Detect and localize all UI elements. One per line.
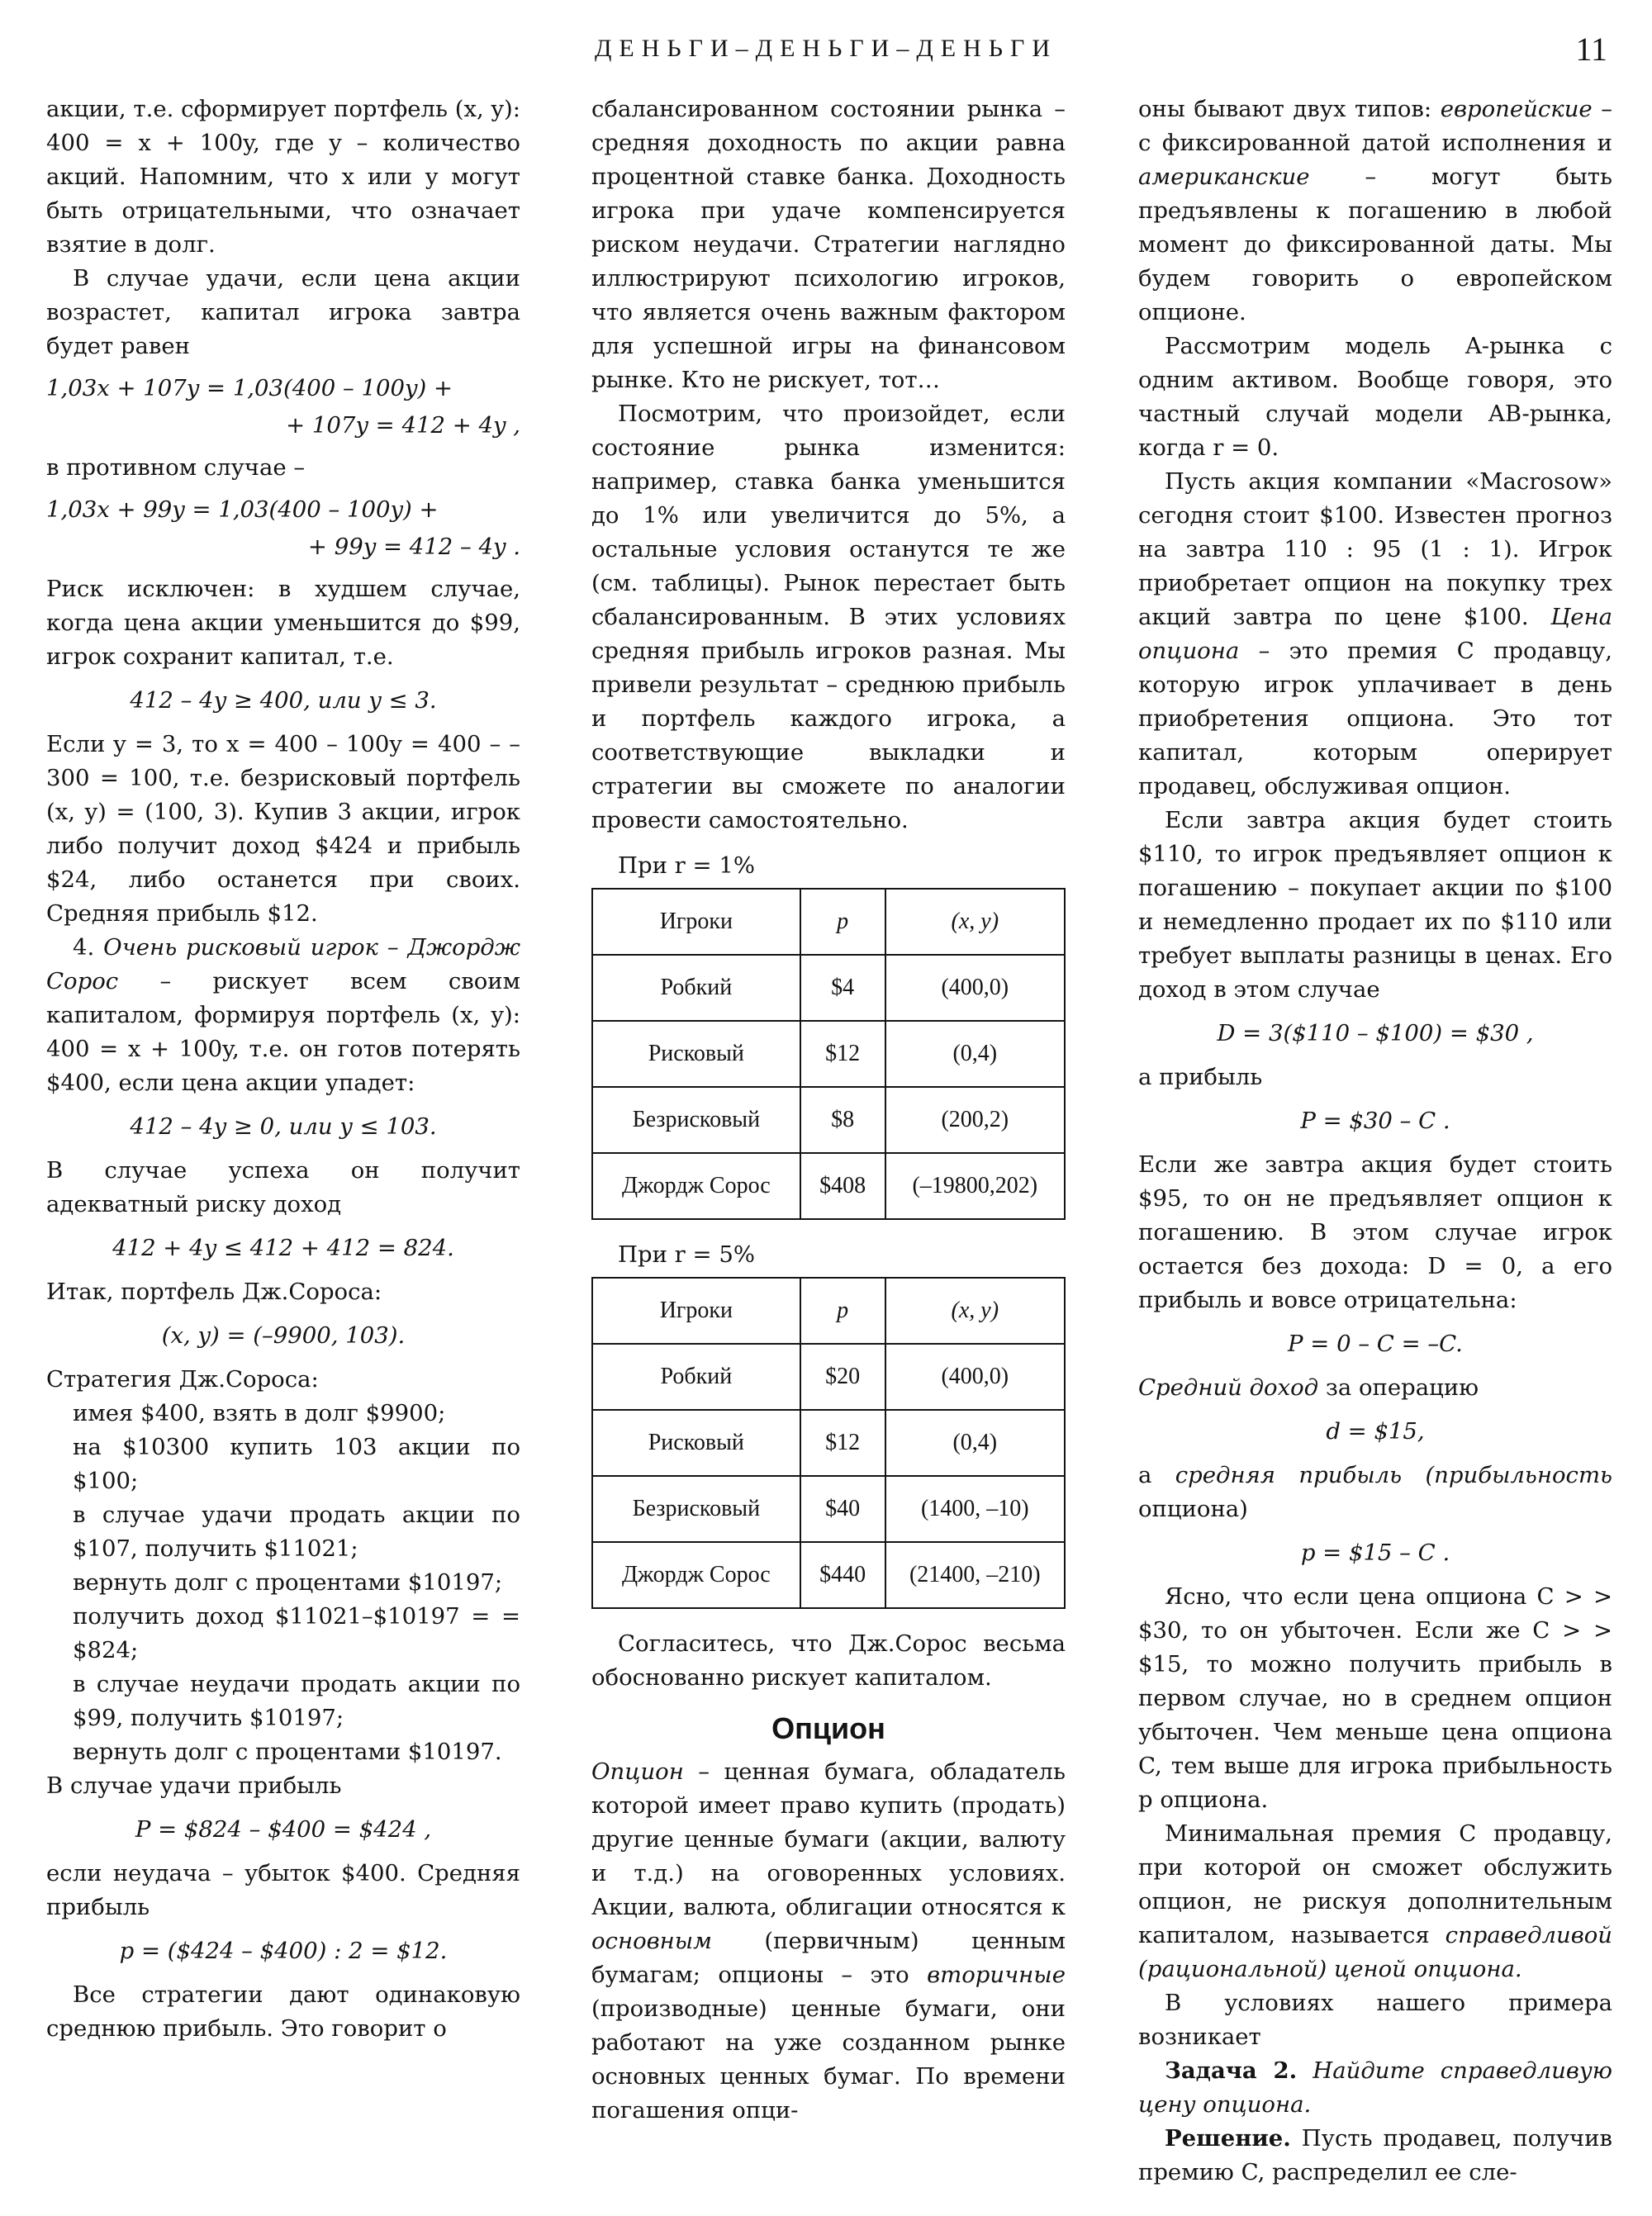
formula: + 107y = 412 + 4y ,: [286, 412, 520, 439]
formula: 1,03x + 99y = 1,03(400 – 100y) +: [46, 496, 439, 523]
cell-p: $12: [800, 1021, 885, 1087]
header-players: Игроки: [592, 889, 800, 955]
solution-paragraph: [1138, 2122, 1612, 2190]
italic-term: Найдите справедливую цену опциона.: [1138, 2057, 1612, 2118]
formula: P = 0 – C = –C.: [1288, 1331, 1463, 1357]
text: Минимальная премия C продавцу, при которой он сможет обслужить опцион, не рискуя дополнительным капиталом, называется: [1138, 1820, 1612, 1948]
paragraph: Если завтра акция будет стоить $110, то игрок предъявляет опцион к погашению – покупает акции по $100 и немедленно продает их по $110 или требует выплаты разницы в ценах. Его доход в этом случае: [1138, 807, 1612, 1003]
cell-player: Джордж Сорос: [592, 1153, 800, 1219]
formula: d = $15,: [1326, 1418, 1425, 1445]
cell-p: $12: [800, 1410, 885, 1476]
italic-term: Очень рисковый игрок – Джордж Сорос: [46, 934, 520, 994]
table-row: [592, 1542, 1065, 1608]
italic-term: справедливой (рациональной) ценой опциона.: [1138, 1922, 1612, 1982]
table-row: [592, 1153, 1065, 1219]
cell-xy: (–19800,202): [885, 1153, 1065, 1219]
text: за операцию: [1325, 1374, 1479, 1401]
cell-player: Безрисковый: [592, 1476, 800, 1542]
paragraph: Все стратегии дают одинаковую среднюю прибыль. Это говорит о: [46, 1981, 520, 2042]
formula: P = $824 – $400 = $424 ,: [135, 1816, 432, 1843]
text: опциона): [1138, 1496, 1248, 1522]
cell-player: Джордж Сорос: [592, 1542, 800, 1608]
table-row: [592, 1087, 1065, 1153]
paragraph: [1138, 1371, 1612, 1405]
page-number: 11: [1575, 31, 1607, 68]
strategy-step: на $10300 купить 103 акции по $100;: [73, 1434, 520, 1494]
paragraph: Рассмотрим модель A-рынка с одним активом. Вообще говоря, это частный случай модели AB-рынка, когда r = 0.: [1138, 333, 1612, 461]
paragraph: Согласитесь, что Дж.Сорос весьма обоснованно рискует капиталом.: [591, 1630, 1066, 1691]
table-row: [592, 1344, 1065, 1410]
table-header-row: [592, 1278, 1065, 1344]
italic-term: американские: [1138, 164, 1310, 190]
header-xy: (x, y): [885, 889, 1065, 955]
cell-xy: (21400, –210): [885, 1542, 1065, 1608]
running-head: ДЕНЬГИ–ДЕНЬГИ–ДЕНЬГИ: [594, 35, 1058, 62]
formula: + 99y = 412 – 4y .: [307, 534, 520, 560]
strategy-step: вернуть долг с процентами $10197;: [73, 1569, 503, 1596]
text: – рискует всем своим капиталом, формируя портфель (x, y): 400 = x + 100y, т.е. он готов потерять $400, если цена акции упадет:: [46, 968, 520, 1096]
italic-term: Опцион: [591, 1758, 684, 1785]
text: Пусть акция компании «Macrosow» сегодня стоит $100. Известен прогноз на завтра 110 : 95 (1 : 1). Игрок приобретает опцион на покупку трех акций завтра по цене $100.: [1138, 468, 1612, 630]
formula: p = $15 – C .: [1300, 1540, 1450, 1566]
strategy-step: вернуть долг с процентами $10197.: [73, 1739, 502, 1765]
bold-label: Решение.: [1165, 2125, 1291, 2152]
paragraph: [591, 1755, 1066, 2128]
header-p: p: [800, 1278, 885, 1344]
paragraph: Стратегия Дж.Сороса:: [46, 1366, 319, 1393]
cell-p: $440: [800, 1542, 885, 1608]
paragraph: В случае удачи, если цена акции возрастет, капитал игрока завтра будет равен: [46, 265, 520, 359]
paragraph: [1138, 93, 1612, 330]
text: а: [1138, 1462, 1152, 1488]
paragraph: В условиях нашего примера возникает: [1138, 1990, 1612, 2050]
table-r1: [591, 888, 1066, 1220]
formula: 412 – 4y ≥ 400, или y ≤ 3.: [130, 687, 437, 714]
cell-p: $40: [800, 1476, 885, 1542]
header-p: p: [800, 889, 885, 955]
table-row: [592, 1476, 1065, 1542]
formula: (x, y) = (–9900, 103).: [161, 1322, 406, 1349]
paragraph: Если же завтра акция будет стоить $95, то он не предъявляет опцион к погашению. В этом случае игрок остается без дохода: D = 0, а его прибыль и вовсе отрицательна:: [1138, 1151, 1612, 1313]
header-players: Игроки: [592, 1278, 800, 1344]
cell-player: Рисковый: [592, 1021, 800, 1087]
italic-term: европейские: [1440, 96, 1593, 122]
cell-p: $408: [800, 1153, 885, 1219]
table-row: [592, 1410, 1065, 1476]
paragraph: акции, т.е. сформирует портфель (x, y): 400 = x + 100y, где y – количество акций. Напомним, что x или y могут быть отрицательными, что означает взятие в долг.: [46, 96, 520, 258]
paragraph: в противном случае –: [46, 454, 306, 481]
cell-xy: (1400, –10): [885, 1476, 1065, 1542]
text: (производные) ценные бумаги, они работают на уже созданном рынке основных ценных бумаг. По времени погашения опци-: [591, 1995, 1066, 2123]
paragraph: а прибыль: [1138, 1064, 1263, 1090]
formula: 412 – 4y ≥ 0, или y ≤ 103.: [130, 1113, 437, 1140]
paragraph: Риск исключен: в худшем случае, когда цена акции уменьшится до $99, игрок сохранит капитал, т.е.: [46, 576, 520, 670]
cell-xy: (200,2): [885, 1087, 1065, 1153]
column-2: [591, 93, 1066, 2128]
cell-xy: (0,4): [885, 1021, 1065, 1087]
paragraph: Если y = 3, то x = 400 – 100y = 400 – – 300 = 100, т.е. безрисковый портфель (x, y) = (100, 3). Купив 3 акции, игрок либо получит доход $424 и прибыль $24, либо останется при своих. Средняя прибыль $12.: [46, 731, 520, 927]
section-heading: Опцион: [771, 1711, 885, 1745]
paragraph: [46, 931, 520, 1100]
formula: P = $30 – C .: [1300, 1108, 1450, 1134]
text: Пусть продавец, получив премию C, распределил ее сле-: [1138, 2125, 1612, 2185]
formula: 412 + 4y ≤ 412 + 412 = 824.: [112, 1235, 454, 1261]
strategy-step: получить доход $11021–$10197 = = $824;: [73, 1603, 520, 1663]
strategy-step: имея $400, взять в долг $9900;: [73, 1400, 446, 1426]
strategy-step: в случае неудачи продать акции по $99, получить $10197;: [73, 1671, 520, 1731]
italic-term: средняя прибыль (прибыльность: [1175, 1462, 1612, 1488]
formula: 1,03x + 107y = 1,03(400 – 100y) +: [46, 375, 453, 401]
cell-xy: (400,0): [885, 1344, 1065, 1410]
text: – могут быть предъявлены к погашению в любой момент до фиксированной даты. Мы будем говорить о европейском опционе.: [1138, 164, 1612, 325]
text: (первичным) ценным бумагам; опционы – это: [591, 1928, 1066, 1988]
paragraph: [1138, 1817, 1612, 1986]
header-xy: (x, y): [885, 1278, 1065, 1344]
formula: p = ($424 – $400) : 2 = $12.: [119, 1938, 448, 1964]
paragraph: В случае удачи прибыль: [46, 1772, 342, 1799]
italic-term: Средний доход: [1138, 1374, 1319, 1401]
cell-p: $8: [800, 1087, 885, 1153]
task-statement: [1138, 2054, 1612, 2122]
paragraph: [1138, 1459, 1612, 1526]
strategy-step: в случае удачи продать акции по $107, получить $11021;: [73, 1502, 520, 1562]
column-3: [1138, 93, 1612, 2190]
cell-player: Рисковый: [592, 1410, 800, 1476]
cell-player: Робкий: [592, 1344, 800, 1410]
paragraph: если неудача – убыток $400. Средняя прибыль: [46, 1860, 520, 1920]
text: – это премия C продавцу, которую игрок уплачивает в день приобретения опциона. Это тот капитал, которым оперирует продавец, обслуживая опцион.: [1138, 638, 1612, 800]
cell-p: $4: [800, 955, 885, 1021]
text: – ценная бумага, обладатель которой имеет право купить (продать) другие ценные бумаги (акции, валюту и т.д.) на оговоренных условиях. Акции, валюта, облигации относятся к: [591, 1758, 1066, 1920]
text: оны бывают двух типов:: [1138, 96, 1432, 122]
cell-xy: (400,0): [885, 955, 1065, 1021]
table-caption: При r = 1%: [618, 852, 755, 879]
table-header-row: [592, 889, 1065, 955]
table-row: [592, 955, 1065, 1021]
paragraph: Ясно, что если цена опциона C > > $30, то он убыточен. Если же C > > $15, то можно получить прибыль в первом случае, но в среднем опцион убыточен. Чем меньше цена опциона C, тем выше для игрока прибыльность p опциона.: [1138, 1583, 1612, 1813]
item-number: 4.: [73, 934, 95, 961]
italic-term: основным: [591, 1928, 712, 1954]
cell-p: $20: [800, 1344, 885, 1410]
bold-label: Задача 2.: [1165, 2057, 1298, 2084]
paragraph: сбалансированном состоянии рынка – средняя доходность по акции равна процентной ставке банка. Доходность игрока при удаче компенсируется риском неудачи. Стратегии наглядно иллюстрируют психологию игроков, что является очень важным фактором для успешной игры на финансовом рынке. Кто не рискует, тот…: [591, 96, 1066, 393]
italic-term: Цена опциона: [1138, 604, 1612, 664]
paragraph: [1138, 465, 1612, 804]
formula: D = 3($110 – $100) = $30 ,: [1217, 1020, 1534, 1046]
text: – с фиксированной датой исполнения и: [1138, 96, 1612, 156]
table-row: [592, 1021, 1065, 1087]
paragraph: В случае успеха он получит адекватный риску доход: [46, 1157, 520, 1217]
cell-player: Робкий: [592, 955, 800, 1021]
cell-player: Безрисковый: [592, 1087, 800, 1153]
paragraph: Посмотрим, что произойдет, если состояние рынка изменится: например, ставка банка уменьшится до 1% или увеличится до 5%, а остальные условия останутся те же (см. таблицы). Рынок перестает быть сбалансированным. В этих условиях средняя прибыль игроков разная. Мы привели результат – среднюю прибыль и портфель каждого игрока, а соответствующие выкладки и стратегии вы сможете по аналогии провести самостоятельно.: [591, 401, 1066, 833]
italic-term: вторичные: [927, 1962, 1066, 1988]
cell-xy: (0,4): [885, 1410, 1065, 1476]
paragraph: Итак, портфель Дж.Сороса:: [46, 1279, 382, 1305]
table-r5: [591, 1277, 1066, 1609]
table-caption: При r = 5%: [618, 1241, 755, 1268]
column-1: [46, 93, 520, 2046]
